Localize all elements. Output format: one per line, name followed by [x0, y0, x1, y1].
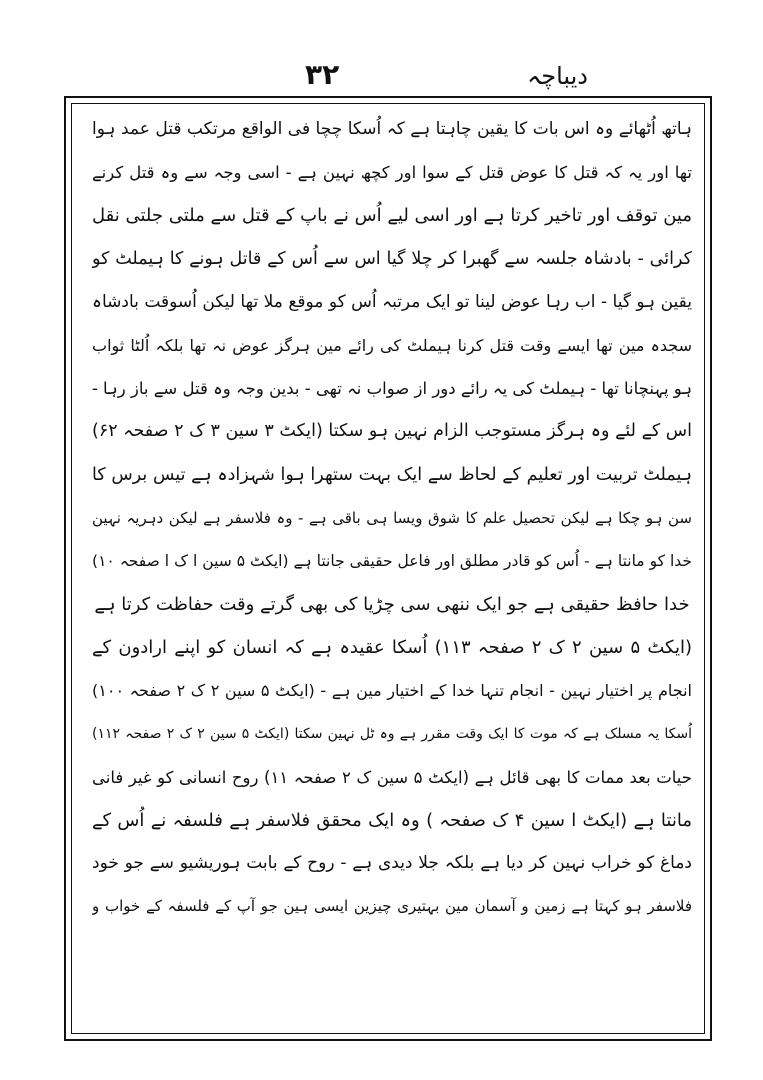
text-line: فلاسفر ہو کہتا ہے زمین و آسمان مین بہتیری چیزین ایسی ہین جو آپ کے فلسفہ کے خواب و	[92, 897, 692, 916]
text-line: ہاتھ اُٹھائے وہ اس بات کا یقین چاہتا ہے کہ اُسکا چچا فی الواقع مرتکب قتل عمد ہوا	[92, 119, 692, 139]
text-line: یقین ہو گیا - اب رہا عوض لینا تو ایک مرتبہ اُس کو موقع ملا تھا لیکن اُسوقت بادشاہ	[92, 291, 692, 312]
text-line: ہو پہنچانا تھا - ہیملٹ کی یہ رائے دور از صواب نہ تھی - بدین وجہ وہ قتل سے باز رہا -	[92, 379, 692, 399]
page-number: ۳۲	[305, 58, 340, 91]
text-line: کرائی - بادشاہ جلسہ سے گھبرا کر چلا گیا اس سے اُس کے قاتل ہونے کا ہیملٹ کو	[92, 248, 692, 269]
text-line: دماغ کو خراب نہین کر دیا ہے بلکہ جلا دیدی ہے - روح کے بابت ہوریشیو سے جو خود	[92, 853, 692, 874]
text-line: ہیملٹ تربیت اور تعلیم کے لحاظ سے ایک بہت ستھرا ہوا شہزادہ ہے تیس برس کا	[92, 464, 692, 485]
text-line: تھا اور یہ کہ قتل کا عوض قتل کے سوا اور کچھ نہین ہے - اسی وجہ سے وہ قتل کرنے	[92, 163, 692, 183]
running-title: دیباچہ	[527, 62, 588, 90]
text-line: اُسکا یہ مسلک ہے کہ موت کا ایک وقت مقرر ہے وہ ٹل نہین سکتا (ایکٹ ۵ سین ۲ ک ۲ صفحہ ۱۱۲)	[92, 725, 692, 742]
text-line: انجام پر اختیار نہین - انجام تنہا خدا کے اختیار مین ہے - (ایکٹ ۵ سین ۲ ک ۲ صفحہ ۱۰۰)	[92, 681, 692, 701]
body-text	[92, 108, 692, 929]
text-line: سجدہ مین تھا ایسے وقت قتل کرنا ہیملٹ کی رائے مین ہرگز عوض نہ تھا بلکہ اُلٹا ثواب	[92, 335, 692, 355]
text-line: خدا کو مانتا ہے - اُس کو قادر مطلق اور فاعل حقیقی جانتا ہے (ایکٹ ۵ سین ا ک ا صفحہ ۱۰)	[92, 551, 692, 570]
text-line: سن ہو چکا ہے لیکن تحصیل علم کا شوق ویسا ہی باقی ہے - وہ فلاسفر ہے لیکن دہریہ نہین	[92, 508, 692, 527]
text-line: اس کے لئے وہ ہرگز مستوجب الزام نہین ہو سکتا (ایکٹ ۳ سین ۳ ک ۲ صفحہ ۶۲)	[92, 421, 692, 442]
text-line: مین توقف اور تاخیر کرتا ہے اور اسی لیے اُس نے باپ کے قتل سے ملتی جلتی نقل	[92, 205, 692, 227]
quoted-line: خدا حافظ حقیقی ہے جو ایک ننھی سی چڑیا کی بھی گرتے وقت حفاظت کرتا ہے	[94, 594, 690, 616]
text-line: مانتا ہے (ایکٹ ا سین ۴ ک صفحہ ) وہ ایک محقق فلاسفر ہے فلسفہ نے اُس کے	[92, 810, 692, 831]
text-line: حیات بعد ممات کا بھی قائل ہے (ایکٹ ۵ سین ک ۲ صفحہ ۱۱) روح انسانی کو غیر فانی	[92, 767, 692, 787]
text-line: (ایکٹ ۵ سین ۲ ک ۲ صفحہ ۱۱۳) اُسکا عقیدہ ہے کہ انسان کو اپنے ارادون کے	[92, 637, 692, 659]
